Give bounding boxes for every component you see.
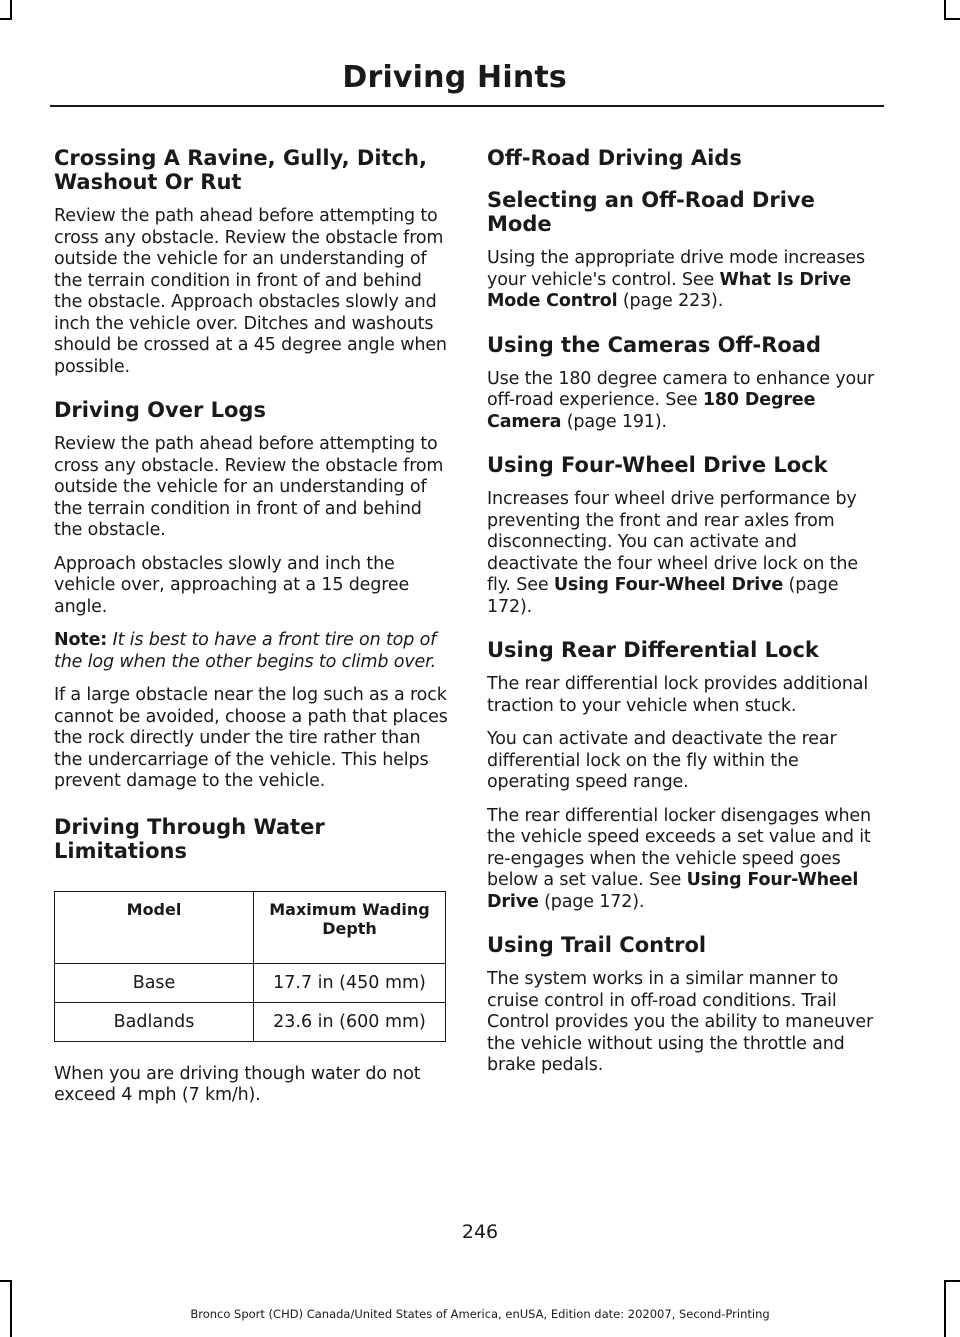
text: Use the 180 degree camera to enhance your off-road experience. See: [487, 368, 875, 410]
table-header-row: [55, 891, 446, 963]
table-header-model: Model: [55, 891, 254, 963]
section-title-4wd-lock: Using Four-Wheel Drive Lock: [487, 453, 828, 477]
text: Using the appropriate drive mode increases your vehicle's control. See: [487, 248, 865, 290]
section-title-cameras: Using the Cameras Off-Road: [487, 332, 822, 357]
section-title-trail-control: Using Trail Control: [487, 933, 707, 957]
table-header-depth: Maximum Wading Depth: [254, 891, 446, 963]
note-text: It is best to have a front tire on top of the log when the other begins to climb over.: [54, 630, 437, 672]
crop-mark-top-left-h: [0, 18, 12, 20]
text: The rear differential locker disengages when the vehicle speed exceeds a set value and it re-engages when the vehicle speed goes below a set value. See: [487, 805, 871, 890]
page-number: 246: [461, 1221, 499, 1243]
paragraph-cameras: [487, 369, 881, 434]
paragraph-logs-3: If a large obstacle near the log such as a rock cannot be avoided, choose a path that places the rock directly under the tire rather than the undercarriage of the vehicle. This helps prevent damage to the vehicle.: [54, 685, 448, 791]
table-cell-depth: 17.7 in (450 mm): [254, 963, 446, 1002]
table-row: [55, 963, 446, 1002]
text: (page 191).: [561, 411, 667, 432]
table-cell-model: Badlands: [55, 1002, 254, 1041]
crop-mark-bottom-left-h: [0, 1280, 12, 1282]
text: (page 172).: [538, 891, 645, 912]
paragraph-logs-2: Approach obstacles slowly and inch the vehicle over, approaching at a 15 degree angle.: [54, 553, 410, 617]
link-drive-mode-control[interactable]: What Is Drive Mode Control: [487, 269, 852, 311]
section-title-logs: Driving Over Logs: [54, 398, 266, 422]
crop-mark-top-left: [10, 0, 12, 20]
wading-depth-table: [54, 891, 446, 1042]
page-footer: Bronco Sport (CHD) Canada/United States of America, enUSA, Edition date: 202007, Second-Printing: [190, 1307, 770, 1321]
note-logs: [54, 630, 448, 673]
paragraph-ravine: Review the path ahead before attempting to cross any obstacle. Review the obstacle from outside the vehicle for an understanding of the terrain condition in front of and behind the obstacle. Approach obstacles slowly and inch the vehicle over. Ditches and washouts should be crossed at a 45 degree angle when possible.: [54, 206, 447, 377]
right-column: [487, 146, 881, 1089]
paragraph-trail-control: The system works in a similar manner to cruise control in off-road conditions. Trail Control provides you the ability to maneuver the vehicle without using the throttle and brake pedals.: [487, 969, 873, 1075]
section-title-offroad-aids: Off-Road Driving Aids: [487, 146, 742, 170]
crop-mark-top-right: [944, 0, 946, 20]
paragraph-water: When you are driving though water do not exceed 4 mph (7 km/h).: [54, 1063, 421, 1105]
paragraph-rear-diff-3: [487, 806, 881, 914]
text: Increases four wheel drive performance by preventing the front and rear axles from disconnecting. You can activate and deactivate the four wheel drive lock on the fly. See: [487, 489, 858, 595]
paragraph-logs-1: Review the path ahead before attempting to cross any obstacle. Review the obstacle from outside the vehicle for an understanding of the terrain condition in front of and behind the obstacle.: [54, 434, 444, 540]
page-header-title: Driving Hints: [342, 60, 567, 95]
text: (page 172).: [487, 575, 839, 617]
paragraph-drive-mode: [487, 248, 881, 313]
link-180-camera[interactable]: 180 Degree Camera: [487, 390, 816, 432]
section-title-ravine: Crossing A Ravine, Gully, Ditch, Washout Or Rut: [54, 146, 427, 194]
link-four-wheel-drive[interactable]: Using Four-Wheel Drive: [553, 575, 784, 595]
left-column: [54, 146, 448, 1119]
text: (page 223).: [617, 291, 724, 311]
section-title-water: Driving Through Water Limitations: [54, 814, 325, 863]
table-row: [55, 1002, 446, 1041]
table-cell-depth: 23.6 in (600 mm): [254, 1002, 446, 1041]
link-four-wheel-drive-2[interactable]: Using Four-Wheel Drive: [487, 870, 859, 912]
paragraph-4wd-lock: [487, 489, 881, 618]
paragraph-rear-diff-1: The rear differential lock provides additional traction to your vehicle when stuck.: [487, 674, 869, 716]
note-label: Note:: [54, 630, 108, 650]
crop-mark-top-right-h: [944, 18, 960, 20]
header-divider: [50, 105, 884, 107]
paragraph-rear-diff-2: You can activate and deactivate the rear differential lock on the fly within the operating speed range.: [487, 729, 837, 792]
crop-mark-bottom-right-h: [944, 1280, 960, 1282]
section-title-drive-mode: Selecting an Off-Road Drive Mode: [487, 188, 815, 236]
section-title-rear-diff: Using Rear Differential Lock: [487, 638, 819, 662]
table-cell-model: Base: [55, 963, 254, 1002]
